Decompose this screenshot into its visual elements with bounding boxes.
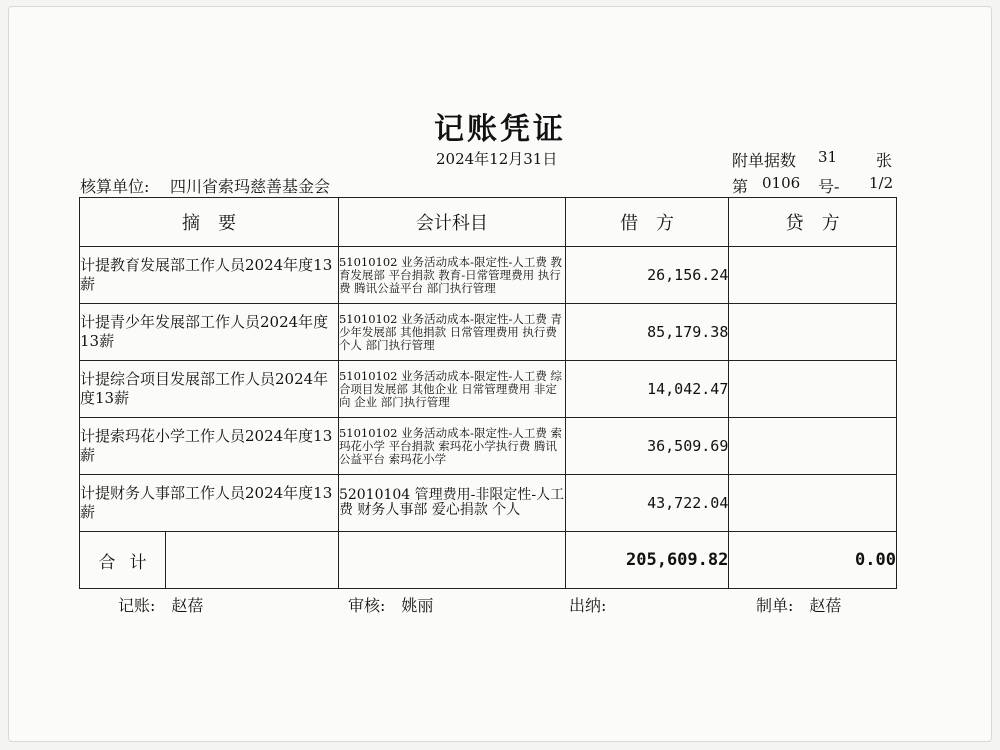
total-label-text: 合计: [80, 532, 166, 588]
attachments-label: 附单据数: [732, 151, 797, 170]
table-row: [80, 247, 897, 304]
table-header-row: [80, 198, 897, 247]
total-account-blank: [338, 532, 565, 589]
row-account: 51010102 业务活动成本-限定性-人工费 教育发展部 平台捐款 教育-日常管理费用 执行费 腾讯公益平台 部门执行管理: [338, 247, 565, 304]
row-debit: 14,042.47: [565, 361, 729, 418]
row-summary: 计提青少年发展部工作人员2024年度13薪: [80, 304, 339, 361]
row-summary: 计提财务人事部工作人员2024年度13薪: [80, 475, 339, 532]
voucher-no-label: 第: [732, 177, 749, 196]
row-account: 51010102 业务活动成本-限定性-人工费 综合项目发展部 其他企业 日常管理费用 非定向 企业 部门执行管理: [338, 361, 565, 418]
total-row: [80, 532, 897, 589]
page-number: 1/2: [869, 174, 894, 192]
header-debit: 借 方: [565, 198, 729, 247]
cashier-signature: 出纳:: [569, 596, 607, 615]
row-debit: 26,156.24: [565, 247, 729, 304]
table-row: [80, 361, 897, 418]
row-debit: 43,722.04: [565, 475, 729, 532]
unit-name: 四川省索玛慈善基金会: [170, 177, 331, 196]
row-summary: 计提综合项目发展部工作人员2024年度13薪: [80, 361, 339, 418]
total-label: [80, 532, 339, 589]
row-debit: 85,179.38: [565, 304, 729, 361]
row-summary: 计提教育发展部工作人员2024年度13薪: [80, 247, 339, 304]
table-row: [80, 304, 897, 361]
total-debit: 205,609.82: [565, 532, 729, 589]
total-blank: [166, 532, 338, 588]
voucher-no: 0106: [762, 174, 801, 192]
header-summary: 摘 要: [80, 198, 339, 247]
voucher-table: [79, 197, 897, 589]
voucher-date: 2024年12月31日: [436, 150, 558, 168]
row-summary: 计提索玛花小学工作人员2024年度13薪: [80, 418, 339, 475]
row-credit: [729, 247, 897, 304]
row-credit: [729, 418, 897, 475]
header-account: 会计科目: [338, 198, 565, 247]
row-debit: 36,509.69: [565, 418, 729, 475]
voucher-no-suffix: 号-: [818, 177, 840, 196]
bookkeeper-signature: 记账: 赵蓓: [118, 596, 204, 615]
row-account: 52010104 管理费用-非限定性-人工费 财务人事部 爱心捐款 个人: [338, 475, 565, 532]
header-credit: 贷 方: [729, 198, 897, 247]
unit-label: 核算单位:: [80, 177, 150, 196]
row-account: 51010102 业务活动成本-限定性-人工费 青少年发展部 其他捐款 日常管理费用 执行费 个人 部门执行管理: [338, 304, 565, 361]
row-account: 51010102 业务活动成本-限定性-人工费 索玛花小学 平台捐款 索玛花小学执行费 腾讯公益平台 索玛花小学: [338, 418, 565, 475]
table-row: [80, 418, 897, 475]
attachments-unit: 张: [876, 151, 893, 170]
table-row: [80, 475, 897, 532]
total-credit: 0.00: [729, 532, 897, 589]
attachments-count: 31: [818, 148, 838, 166]
row-credit: [729, 475, 897, 532]
voucher-title: 记账凭证: [434, 112, 566, 147]
preparer-signature: 制单: 赵蓓: [756, 596, 842, 615]
row-credit: [729, 304, 897, 361]
reviewer-signature: 审核: 姚丽: [348, 596, 434, 615]
row-credit: [729, 361, 897, 418]
